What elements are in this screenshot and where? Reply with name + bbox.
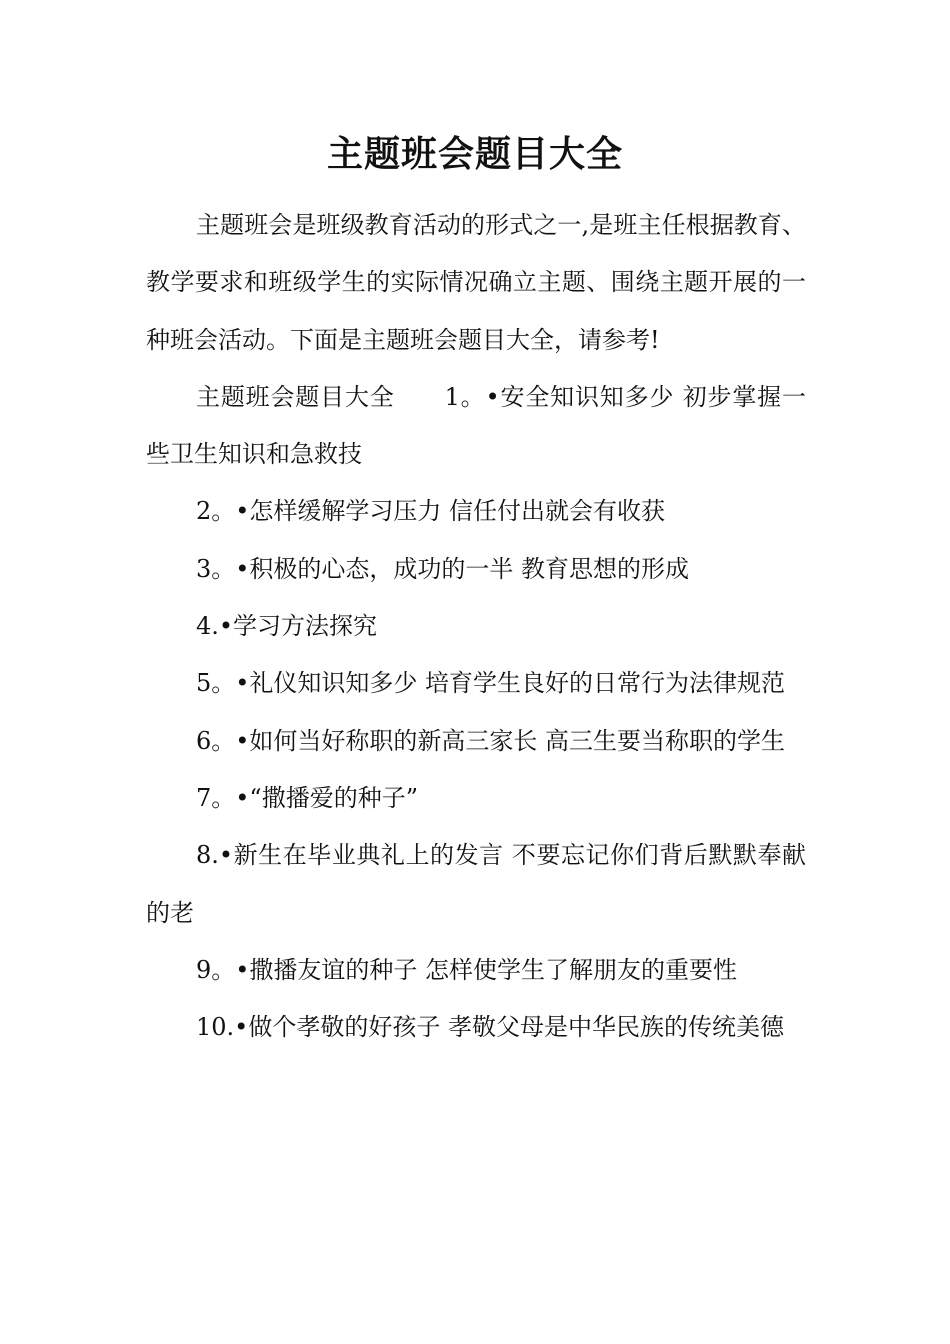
list-heading: 主题班会题目大全	[196, 382, 395, 411]
intro-paragraph: 主题班会是班级教育活动的形式之一,是班主任根据教育、教学要求和班级学生的实际情况确立主题、围绕主题开展的一种班会活动。下面是主题班会题目大全，请参考!	[146, 211, 806, 354]
list-item-1: 1。•安全知识知多少 初步掌握一些卫生知识和急救技	[146, 382, 806, 469]
list-item-9: 9。•撒播友谊的种子 怎样使学生了解朋友的重要性	[196, 955, 738, 984]
list-item-6: 6。•如何当好称职的新高三家长 高三生要当称职的学生	[196, 726, 786, 755]
document-title: 主题班会题目大全	[326, 133, 623, 175]
list-item-5: 5。•礼仪知识知多少 培育学生良好的日常行为法律规范	[196, 669, 786, 698]
document-body	[146, 197, 806, 1056]
list-item-3: 3。•积极的心态，成功的一半 教育思想的形成	[196, 554, 690, 583]
list-item-2: 2。•怎样缓解学习压力 信任付出就会有收获	[196, 497, 666, 526]
list-item-4: 4.•学习方法探究	[196, 612, 378, 641]
list-item-8: 8.•新生在毕业典礼上的发言 不要忘记你们背后默默奉献的老	[146, 841, 806, 927]
list-item-7: 7。•“撒播爱的种子”	[196, 783, 418, 812]
list-paragraph-1	[146, 369, 806, 484]
list-item-10: 10.•做个孝敬的好孩子 孝敬父母是中华民族的传统美德	[196, 1013, 784, 1042]
